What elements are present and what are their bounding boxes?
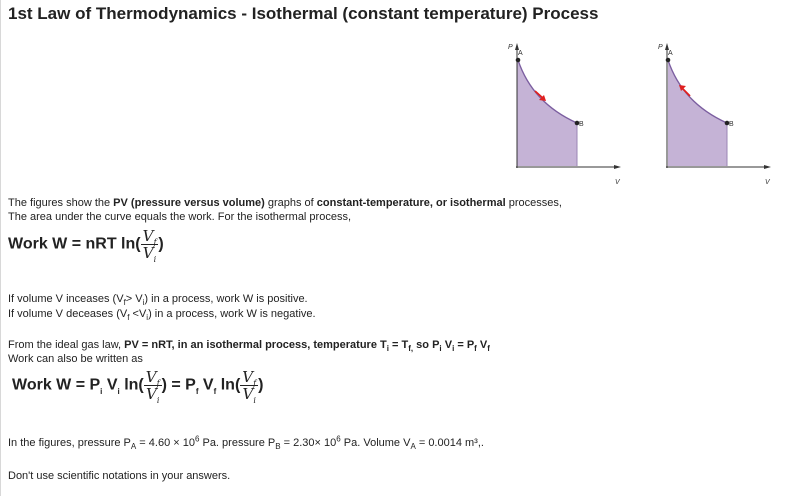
sign-rule-negative: If volume V deceases $(V_f <V_i)$ in a process, work W is negative.: [8, 308, 316, 323]
volume-ratio-fraction: $\frac{V_f}{V_i}$: [142, 227, 157, 264]
work-formula-pv: Work $W = P_i$ $V_i$ ln( $\frac{V_f}{V_i}$ ) = $P_f$ $V_f$ ln( $\frac{V_f}{V_i}$ ): [12, 368, 264, 405]
pv-graph-compression-svg: [638, 38, 773, 188]
work-area: [518, 60, 577, 166]
point-a: [516, 58, 521, 63]
pv-graph-expansion-svg: [488, 38, 623, 188]
v-axis-label: V: [765, 179, 770, 186]
p-axis-label: P: [508, 44, 513, 51]
volume-ratio-fraction-1: $\frac{V_f}{V_i}$: [145, 368, 160, 405]
intro-line-1: The figures show the PV (pressure versus volume) graphs of constant-temperature, or isothermal processes,: [8, 197, 562, 209]
ideal-gas-law-line: From the ideal gas law, PV = nRT, in an isothermal process, temperature $T_i = T_{f,}$ so $P_i$ $V_i = P_f$ $V_f$: [8, 339, 490, 354]
sign-rule-positive: If volume V inceases $(V_f> V_i)$ in a process, work W is positive.: [8, 293, 308, 308]
p-axis-label: P: [658, 44, 663, 51]
intro-line-2: The area under the curve equals the work. For the isothermal process,: [8, 211, 352, 223]
point-b-label: B: [729, 121, 734, 128]
point-a-label: A: [518, 50, 523, 57]
pv-graph-compression: [638, 38, 773, 188]
point-b-label: B: [579, 121, 584, 128]
left-border: [0, 0, 1, 496]
work-alt-intro: Work can also be written as: [8, 353, 143, 365]
point-a: [666, 58, 671, 63]
work-area: [668, 60, 727, 166]
point-a-label: A: [668, 50, 673, 57]
page-title: 1st Law of Thermodynamics - Isothermal (constant temperature) Process: [8, 4, 599, 23]
v-axis-label: V: [615, 179, 620, 186]
work-formula-nrt: Work W = nRT ln( $\frac{V_f}{V_i}$ ): [8, 227, 164, 264]
volume-ratio-fraction-2: $\frac{V_f}{V_i}$: [242, 368, 257, 405]
given-values: In the figures, pressure $P_A = 4.60 \times 10^6$ Pa. pressure $P_B = 2.30\times 10^6$ Pa. Volume $V_A = 0.0014$ m³,.: [8, 434, 484, 452]
no-scientific-note: Don't use scientific notations in your answers.: [8, 470, 231, 482]
pv-graph-expansion: [488, 38, 623, 188]
